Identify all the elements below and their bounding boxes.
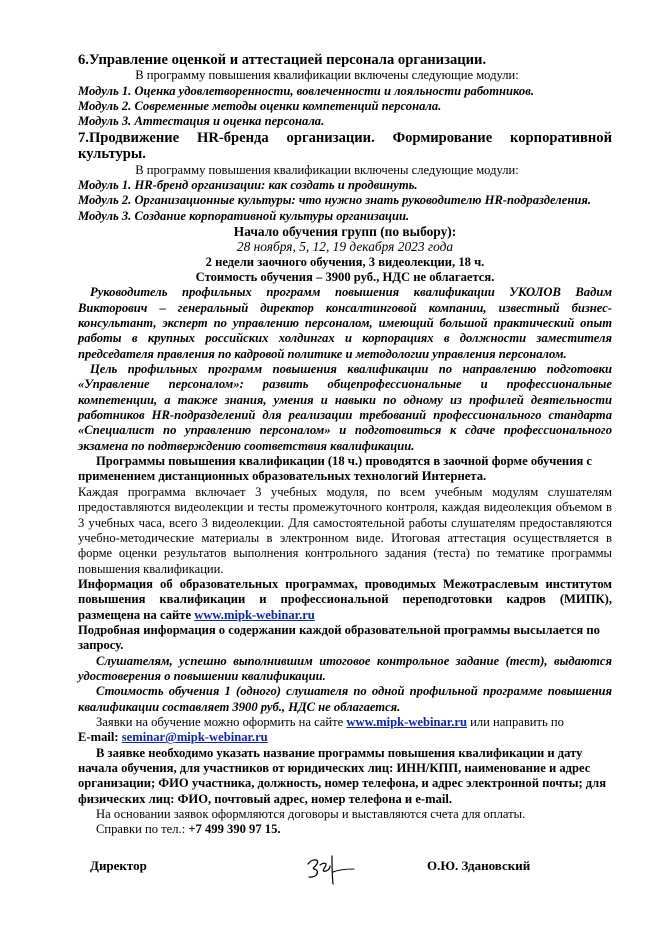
detailed-paragraph: Подробная информация о содержании каждой образовательной программы высылается по запросу. xyxy=(78,622,600,653)
goal-paragraph: Цель профильных программ повышения квалификации по направлению подготовки «Управление персоналом»: развить общепрофессиональные и профессиональные компетенции, а также знания, умения и навыки по одному из профилей деятельности работников HR-подразделений для реализации требований профессионального стандарта «Специалист по управлению персоналом» и подготовиться к сдаче профессионального экзамена по подтверждению соответствия квалификации. xyxy=(78,362,612,453)
section6-module-2: Модуль 2. Современные методы оценки компетенций персонала. xyxy=(78,99,442,114)
section7-title: 7.Продвижение HR-бренда организации. Формирование корпоративной культуры. xyxy=(78,129,612,163)
section7-module-2: Модуль 2. Организационные культуры: что нужно знать руководителю HR-подразделения. xyxy=(78,193,591,208)
section7-module-1: Модуль 1. HR-бренд организации: как создать и продвинуть. xyxy=(78,177,418,192)
schedule-heading: Начало обучения групп (по выбору): xyxy=(233,223,457,239)
info-text: Информация об образовательных программах, проводимых Межотраслевым институтом повышения квалификации и профессиональной переподготовки кадров (МИПК), размещена на сайте xyxy=(78,576,612,622)
certificate-paragraph: Слушателям, успешно выполнившим итоговое контрольное задание (тест), выдаются удостоверения о повышении квалификации. xyxy=(78,653,612,683)
structure-paragraph: Каждая программа включает 3 учебных модуля, по всем учебным модулям слушателям предоставляются видеолекции и тесты промежуточного контроля, каждая видеолекция объемом в 3 учебных часа, всего 3 видеолекции. Для самостоятельной работы слушателям предоставляются учебно-методические материалы в электронном виде. Итоговая аттестация осуществляется в форме оценки результатов выполнения контрольного задания (теста) по тематике программы повышения квалификации. xyxy=(78,484,612,576)
section6-intro: В программу повышения квалификации включены следующие модули: xyxy=(135,68,519,83)
phone-label: Справки по тел.: xyxy=(96,822,186,837)
section6-module-1: Модуль 1. Оценка удовлетворенности, вовлеченности и лояльности работников. xyxy=(78,83,534,98)
apply-paragraph xyxy=(78,715,612,730)
email-line xyxy=(78,730,612,745)
email-link[interactable]: seminar@mipk-webinar.ru xyxy=(121,730,268,745)
handwritten-signature-icon xyxy=(300,852,360,886)
phone-number: +7 499 390 97 15. xyxy=(188,822,281,837)
schedule-format: 2 недели заочного обучения, 3 видеолекции, 18 ч. xyxy=(205,254,485,269)
section7-intro: В программу повышения квалификации включены следующие модули: xyxy=(135,162,519,177)
phone-line xyxy=(78,822,612,837)
director-name: О.Ю. Здановский xyxy=(427,858,531,873)
section7-module-3: Модуль 3. Создание корпоративной культуры организации. xyxy=(78,208,410,223)
info-site-link[interactable]: www.mipk-webinar.ru xyxy=(194,607,315,622)
contracts-paragraph: На основании заявок оформляются договоры и выставляются счета для оплаты. xyxy=(96,807,526,822)
leader-paragraph: Руководитель профильных программ повышения квалификации УКОЛОВ Вадим Викторович – генеральный директор консалтинговой компании, известный бизнес-консультант, эксперт по управлению персоналом, имеющий большой практический опыт работы в крупных российских холдингах и корпорациях в должности заместителя председателя правления по кадровой политике и методологии управления персоналом. xyxy=(78,285,612,361)
apply-text: Заявки на обучение можно оформить на сайте xyxy=(96,714,344,729)
format-paragraph: Программы повышения квалификации (18 ч.) проводятся в заочной форме обучения с применением дистанционных образовательных технологий Интернета. xyxy=(78,454,593,484)
apply-site-link[interactable]: www.mipk-webinar.ru xyxy=(346,714,467,729)
info-paragraph xyxy=(78,577,612,623)
apply-tail: или направить по xyxy=(470,714,564,729)
cost-note-paragraph: Стоимость обучения 1 (одного) слушателя по одной профильной программе повышения квалификации составляет 3900 руб., НДС не облагается. xyxy=(78,684,612,714)
requirements-paragraph: В заявке необходимо указать название программы повышения квалификации и дату начала обучения, для участников от юридических лиц: ИНН/КПП, наименование и адрес организации; ФИО участника, должность, номер телефона, и адрес электронной почты; для физических лиц: ФИО, почтовый адрес, номер телефона и e-mail. xyxy=(78,745,607,806)
director-title: Директор xyxy=(90,858,147,873)
section6-title: 6.Управление оценкой и аттестацией персонала организации. xyxy=(78,52,487,68)
schedule-cost: Стоимость обучения – 3900 руб., НДС не облагается. xyxy=(195,270,495,284)
schedule-dates: 28 ноября, 5, 12, 19 декабря 2023 года xyxy=(236,239,454,255)
signature-block xyxy=(0,852,658,888)
section6-module-3: Модуль 3. Аттестация и оценка персонала. xyxy=(78,114,325,129)
email-label: E-mail: xyxy=(78,730,119,745)
